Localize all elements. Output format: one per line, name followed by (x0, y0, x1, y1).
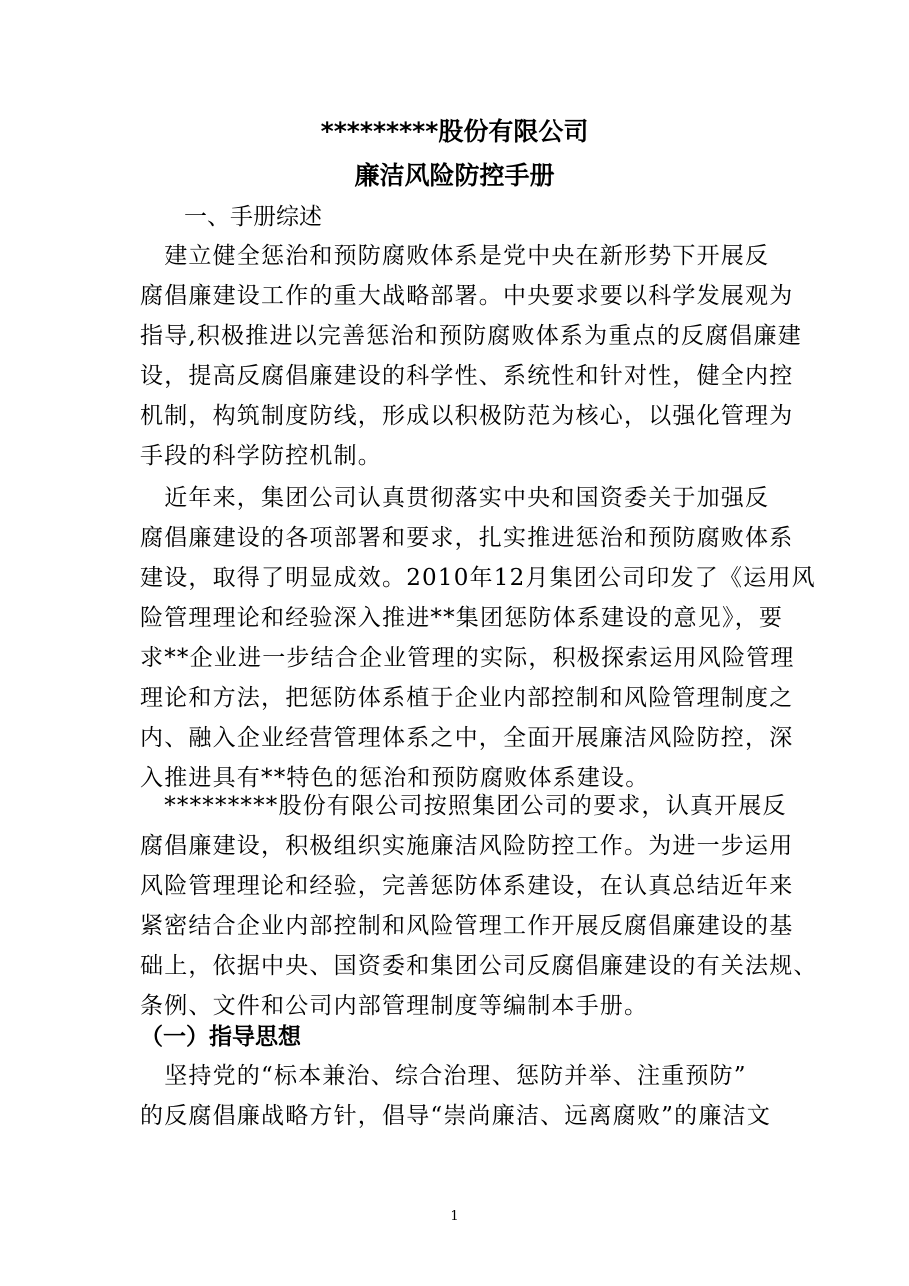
text-line: 机制，构筑制度防线，形成以积极防范为核心，以强化管理为 (140, 403, 794, 429)
text-line: *********股份有限公司按照集团公司的要求，认真开展反 (140, 793, 787, 819)
text-line: 求**企业进一步结合企业管理的实际，积极探索运用风险管理 (140, 645, 795, 671)
paragraph-1 (140, 236, 802, 476)
subsection-heading-guiding-thought: （一）指导思想 (140, 1024, 301, 1050)
text-line: 入推进具有**特色的惩治和预防腐败体系建设。 (140, 765, 650, 791)
text-line: 建设，取得了明显成效。2010年12月集团公司印发了《运用风 (140, 565, 816, 591)
text-line: 建立健全惩治和预防腐败体系是党中央在新形势下开展反 (140, 243, 770, 269)
manual-title: 廉洁风险防控手册 (354, 161, 555, 190)
text-line: 手段的科学防控机制。 (140, 443, 382, 469)
paragraph-guiding-thought (140, 1056, 780, 1136)
text-line: 近年来，集团公司认真贯彻落实中央和国资委关于加强反 (140, 485, 770, 511)
paragraph-3 (140, 786, 818, 1026)
text-line: 条例、文件和公司内部管理制度等编制本手册。 (140, 993, 649, 1019)
text-line: 设，提高反腐倡廉建设的科学性、系统性和针对性，健全内控 (140, 363, 794, 389)
text-line: 理论和方法，把惩防体系植于企业内部控制和风险管理制度之 (140, 685, 794, 711)
text-line: 坚持党的“标本兼治、综合治理、惩防并举、注重预防” (140, 1063, 747, 1089)
text-line: 指导,积极推进以完善惩治和预防腐败体系为重点的反腐倡廉建 (140, 323, 802, 349)
page-number: 1 (450, 1209, 459, 1224)
text-line: 内、融入企业经营管理体系之中，全面开展廉洁风险防控，深 (140, 725, 794, 751)
section-heading-overview: 一、手册综述 (184, 204, 322, 230)
paragraph-2 (140, 478, 816, 798)
text-line: 础上，依据中央、国资委和集团公司反腐倡廉建设的有关法规、 (140, 953, 818, 979)
text-line: 腐倡廉建设，积极组织实施廉洁风险防控工作。为进一步运用 (140, 833, 794, 859)
text-line: 腐倡廉建设工作的重大战略部署。中央要求要以科学发展观为 (140, 283, 794, 309)
text-line: 腐倡廉建设的各项部署和要求，扎实推进惩治和预防腐败体系 (140, 525, 794, 551)
text-line: 紧密结合企业内部控制和风险管理工作开展反腐倡廉建设的基 (140, 913, 794, 939)
text-line: 的反腐倡廉战略方针，倡导“崇尚廉洁、远离腐败”的廉洁文 (140, 1103, 771, 1129)
company-title: *********股份有限公司 (320, 117, 589, 146)
text-line: 风险管理理论和经验，完善惩防体系建设，在认真总结近年来 (140, 873, 794, 899)
text-line: 险管理理论和经验深入推进**集团惩防体系建设的意见》，要 (140, 605, 784, 631)
